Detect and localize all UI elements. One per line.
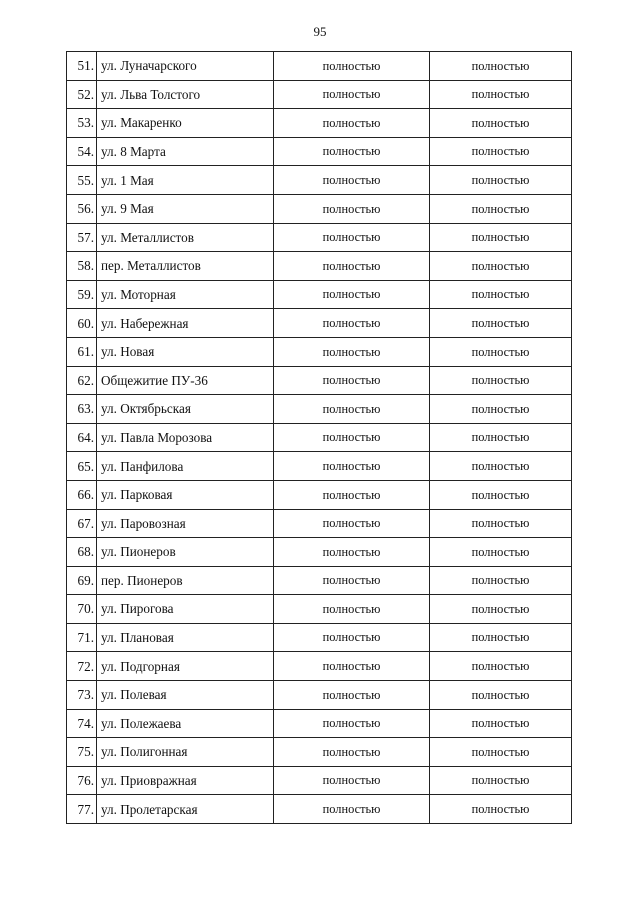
row-number-cell: 63.: [67, 395, 97, 424]
coverage-cell-a: полностью: [274, 509, 430, 538]
coverage-cell-a: полностью: [274, 681, 430, 710]
street-name-cell: ул. Пролетарская: [97, 795, 274, 824]
coverage-cell-b: полностью: [430, 623, 572, 652]
coverage-cell-a: полностью: [274, 795, 430, 824]
street-name-cell: пер. Пионеров: [97, 566, 274, 595]
row-number-cell: 71.: [67, 623, 97, 652]
row-number-cell: 54.: [67, 137, 97, 166]
street-name-cell: ул. Новая: [97, 337, 274, 366]
table-row: [67, 80, 572, 109]
table-row: [67, 452, 572, 481]
page-number: 95: [313, 24, 327, 39]
street-name-cell: ул. Металлистов: [97, 223, 274, 252]
street-name-cell: Общежитие ПУ-36: [97, 366, 274, 395]
coverage-cell-b: полностью: [430, 366, 572, 395]
street-name-cell: ул. Пирогова: [97, 595, 274, 624]
street-table-body: [67, 52, 572, 824]
table-row: [67, 509, 572, 538]
coverage-cell-a: полностью: [274, 538, 430, 567]
coverage-cell-b: полностью: [430, 80, 572, 109]
table-row: [67, 280, 572, 309]
coverage-cell-a: полностью: [274, 766, 430, 795]
table-row: [67, 309, 572, 338]
row-number-cell: 77.: [67, 795, 97, 824]
coverage-cell-b: полностью: [430, 309, 572, 338]
coverage-cell-b: полностью: [430, 109, 572, 138]
row-number-cell: 69.: [67, 566, 97, 595]
row-number-cell: 74.: [67, 709, 97, 738]
coverage-cell-b: полностью: [430, 337, 572, 366]
row-number-cell: 72.: [67, 652, 97, 681]
coverage-cell-b: полностью: [430, 223, 572, 252]
table-row: [67, 738, 572, 767]
table-row: [67, 166, 572, 195]
coverage-cell-a: полностью: [274, 452, 430, 481]
row-number-cell: 60.: [67, 309, 97, 338]
row-number-cell: 75.: [67, 738, 97, 767]
row-number-cell: 58.: [67, 252, 97, 281]
table-row: [67, 423, 572, 452]
street-name-cell: ул. 9 Мая: [97, 194, 274, 223]
table-row: [67, 52, 572, 81]
table-row: [67, 366, 572, 395]
coverage-cell-b: полностью: [430, 766, 572, 795]
coverage-cell-b: полностью: [430, 137, 572, 166]
coverage-cell-b: полностью: [430, 166, 572, 195]
row-number-cell: 57.: [67, 223, 97, 252]
row-number-cell: 61.: [67, 337, 97, 366]
street-name-cell: ул. Павла Морозова: [97, 423, 274, 452]
coverage-cell-a: полностью: [274, 309, 430, 338]
coverage-cell-b: полностью: [430, 395, 572, 424]
coverage-cell-b: полностью: [430, 280, 572, 309]
coverage-cell-a: полностью: [274, 480, 430, 509]
table-row: [67, 566, 572, 595]
row-number-cell: 59.: [67, 280, 97, 309]
coverage-cell-b: полностью: [430, 566, 572, 595]
coverage-cell-b: полностью: [430, 681, 572, 710]
table-row: [67, 252, 572, 281]
row-number-cell: 53.: [67, 109, 97, 138]
row-number-cell: 64.: [67, 423, 97, 452]
row-number-cell: 62.: [67, 366, 97, 395]
coverage-cell-a: полностью: [274, 280, 430, 309]
table-row: [67, 795, 572, 824]
table-row: [67, 194, 572, 223]
street-name-cell: ул. Полежаева: [97, 709, 274, 738]
row-number-cell: 55.: [67, 166, 97, 195]
street-name-cell: ул. Плановая: [97, 623, 274, 652]
table-row: [67, 223, 572, 252]
coverage-cell-a: полностью: [274, 252, 430, 281]
coverage-cell-b: полностью: [430, 194, 572, 223]
row-number-cell: 67.: [67, 509, 97, 538]
coverage-cell-a: полностью: [274, 652, 430, 681]
coverage-cell-b: полностью: [430, 52, 572, 81]
coverage-cell-b: полностью: [430, 595, 572, 624]
coverage-cell-a: полностью: [274, 423, 430, 452]
street-name-cell: ул. Макаренко: [97, 109, 274, 138]
coverage-cell-a: полностью: [274, 109, 430, 138]
street-name-cell: ул. Набережная: [97, 309, 274, 338]
coverage-cell-b: полностью: [430, 252, 572, 281]
street-name-cell: пер. Металлистов: [97, 252, 274, 281]
table-row: [67, 538, 572, 567]
coverage-cell-b: полностью: [430, 480, 572, 509]
street-name-cell: ул. Моторная: [97, 280, 274, 309]
street-name-cell: ул. 1 Мая: [97, 166, 274, 195]
coverage-cell-b: полностью: [430, 538, 572, 567]
row-number-cell: 70.: [67, 595, 97, 624]
coverage-cell-a: полностью: [274, 223, 430, 252]
table-row: [67, 137, 572, 166]
coverage-cell-a: полностью: [274, 194, 430, 223]
street-name-cell: ул. Октябрьская: [97, 395, 274, 424]
table-row: [67, 395, 572, 424]
row-number-cell: 52.: [67, 80, 97, 109]
coverage-cell-a: полностью: [274, 566, 430, 595]
table-row: [67, 480, 572, 509]
coverage-cell-a: полностью: [274, 623, 430, 652]
street-name-cell: ул. Полевая: [97, 681, 274, 710]
street-table: [66, 51, 572, 824]
street-name-cell: ул. Приовражная: [97, 766, 274, 795]
coverage-cell-a: полностью: [274, 709, 430, 738]
street-name-cell: ул. Парковая: [97, 480, 274, 509]
coverage-cell-a: полностью: [274, 52, 430, 81]
coverage-cell-a: полностью: [274, 166, 430, 195]
coverage-cell-b: полностью: [430, 738, 572, 767]
coverage-cell-a: полностью: [274, 366, 430, 395]
street-name-cell: ул. Подгорная: [97, 652, 274, 681]
table-row: [67, 766, 572, 795]
coverage-cell-b: полностью: [430, 452, 572, 481]
table-row: [67, 337, 572, 366]
coverage-cell-a: полностью: [274, 80, 430, 109]
row-number-cell: 56.: [67, 194, 97, 223]
street-name-cell: ул. Полигонная: [97, 738, 274, 767]
coverage-cell-b: полностью: [430, 652, 572, 681]
coverage-cell-a: полностью: [274, 395, 430, 424]
row-number-cell: 76.: [67, 766, 97, 795]
table-row: [67, 709, 572, 738]
coverage-cell-b: полностью: [430, 709, 572, 738]
table-row: [67, 595, 572, 624]
coverage-cell-a: полностью: [274, 595, 430, 624]
street-name-cell: ул. Панфилова: [97, 452, 274, 481]
street-name-cell: ул. Луначарского: [97, 52, 274, 81]
coverage-cell-b: полностью: [430, 423, 572, 452]
row-number-cell: 73.: [67, 681, 97, 710]
row-number-cell: 51.: [67, 52, 97, 81]
coverage-cell-b: полностью: [430, 509, 572, 538]
coverage-cell-a: полностью: [274, 738, 430, 767]
row-number-cell: 68.: [67, 538, 97, 567]
table-row: [67, 652, 572, 681]
table-row: [67, 623, 572, 652]
street-name-cell: ул. Паровозная: [97, 509, 274, 538]
row-number-cell: 65.: [67, 452, 97, 481]
table-row: [67, 109, 572, 138]
row-number-cell: 66.: [67, 480, 97, 509]
street-name-cell: ул. Пионеров: [97, 538, 274, 567]
coverage-cell-a: полностью: [274, 337, 430, 366]
coverage-cell-b: полностью: [430, 795, 572, 824]
table-row: [67, 681, 572, 710]
street-name-cell: ул. Льва Толстого: [97, 80, 274, 109]
coverage-cell-a: полностью: [274, 137, 430, 166]
street-name-cell: ул. 8 Марта: [97, 137, 274, 166]
